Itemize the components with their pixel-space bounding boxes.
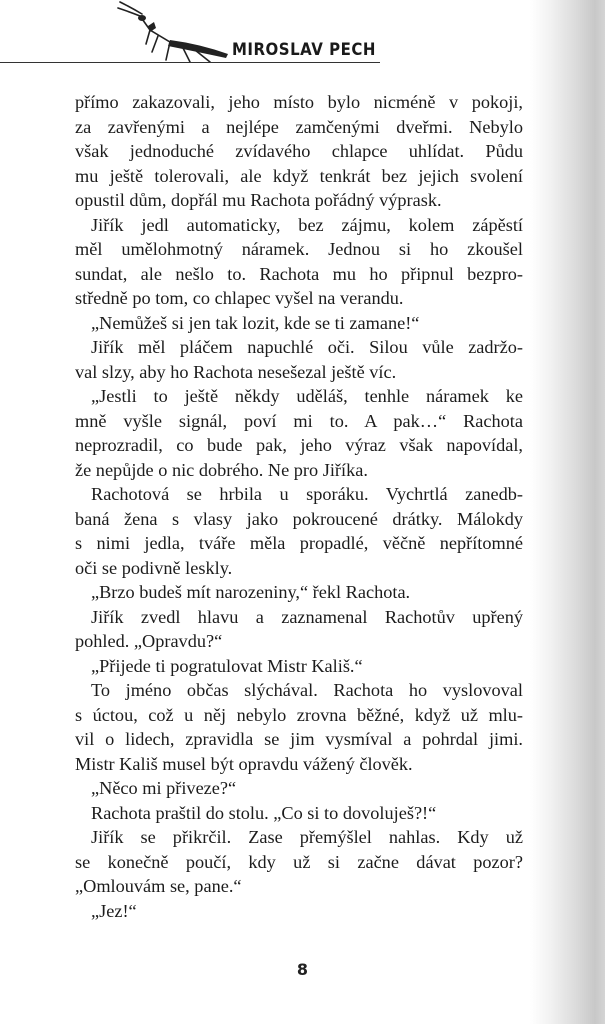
text-line: však jednoduché zvídavého chlapce uhlídat. Půdu [75,141,523,161]
text-line: opustil dům, dopřál mu Rachota pořádný výprask. [75,190,442,210]
text-line: baná žena s vlasy jako pokroucené drátky. Málokdy [75,508,523,529]
text-line: „Brzo budeš mít narozeniny,“ řekl Rachota. [91,582,411,602]
header-divider [0,62,380,63]
text-line: To jméno občas slýchával. Rachota ho vyslovoval [91,680,523,700]
text-line: mně vyšle signál, poví mi to. A pak…“ Rachota [75,410,523,431]
text-line: „Jestli to ještě někdy uděláš, tenhle náramek ke [91,386,523,406]
text-line: oči se podivně leskly. [75,557,233,578]
text-line: za zavřenými a nejlépe zamčenými dveřmi. Nebylo [75,116,523,137]
text-line: sundat, ale nešlo to. Rachota mu ho připnul bezpro- [75,263,523,284]
text-line: val slzy, aby ho Rachota nesešezal ještě víc. [75,361,397,382]
mantis-icon [110,0,240,66]
text-line: mu ještě tolerovali, ale když tenkrát bez jejich svolení [75,165,523,186]
text-line: vil o lidech, zpravidla se jim vysmíval a pohrdal jimi. [75,729,523,749]
body-text [75,90,523,923]
text-line: „Omlouvám se, pane.“ [75,876,242,896]
page-number: 8 [296,960,309,979]
author-name: MIROSLAV PECH [232,38,376,60]
text-line: Jiřík měl pláčem napuchlé oči. Silou vůle zadržo- [91,337,523,357]
text-line: se konečně poučí, kdy už si začne dávat pozor? [75,851,523,872]
text-line: přímo zakazovali, jeho místo bylo nicméně v pokoji, [75,92,523,112]
text-line: „Něco mi přiveze?“ [91,778,237,798]
text-line: s nimi jedla, tváře měla propadlé, věčně nepřítomné [75,533,523,553]
text-line: středně po tom, co chlapec vyšel na verandu. [75,288,404,308]
text-line: Jiřík se přikrčil. Zase přemýšlel nahlas. Kdy už [91,827,523,847]
text-line: „Jez!“ [91,900,137,921]
text-line: pohled. „Opravdu?“ [75,631,223,651]
text-line: s úctou, což u něj nebylo zrovna běžné, když už mlu- [75,704,523,725]
text-line: Jiřík jedl automaticky, bez zájmu, kolem zápěstí [91,214,523,235]
text-line: „Přijede ti pogratulovat Mistr Kališ.“ [91,655,363,676]
text-line: měl umělohmotný náramek. Jednou si ho zkoušel [75,239,523,259]
text-line: Rachotová se hrbila u sporáku. Vychrtlá zanedb- [91,484,523,504]
text-line: že nepůjde o nic dobrého. Ne pro Jiříka. [75,459,368,480]
text-line: neprozradil, co bude pak, jeho výraz však napovídal, [75,435,523,455]
running-header [0,0,380,70]
text-line: „Nemůžeš si jen tak lozit, kde se ti zamane!“ [91,312,420,333]
text-line: Rachota praštil do stolu. „Co si to dovoluješ?!“ [91,802,437,823]
text-line: Mistr Kališ musel být opravdu vážený člověk. [75,753,413,774]
text-line: Jiřík zvedl hlavu a zaznamenal Rachotův upřený [91,606,523,627]
